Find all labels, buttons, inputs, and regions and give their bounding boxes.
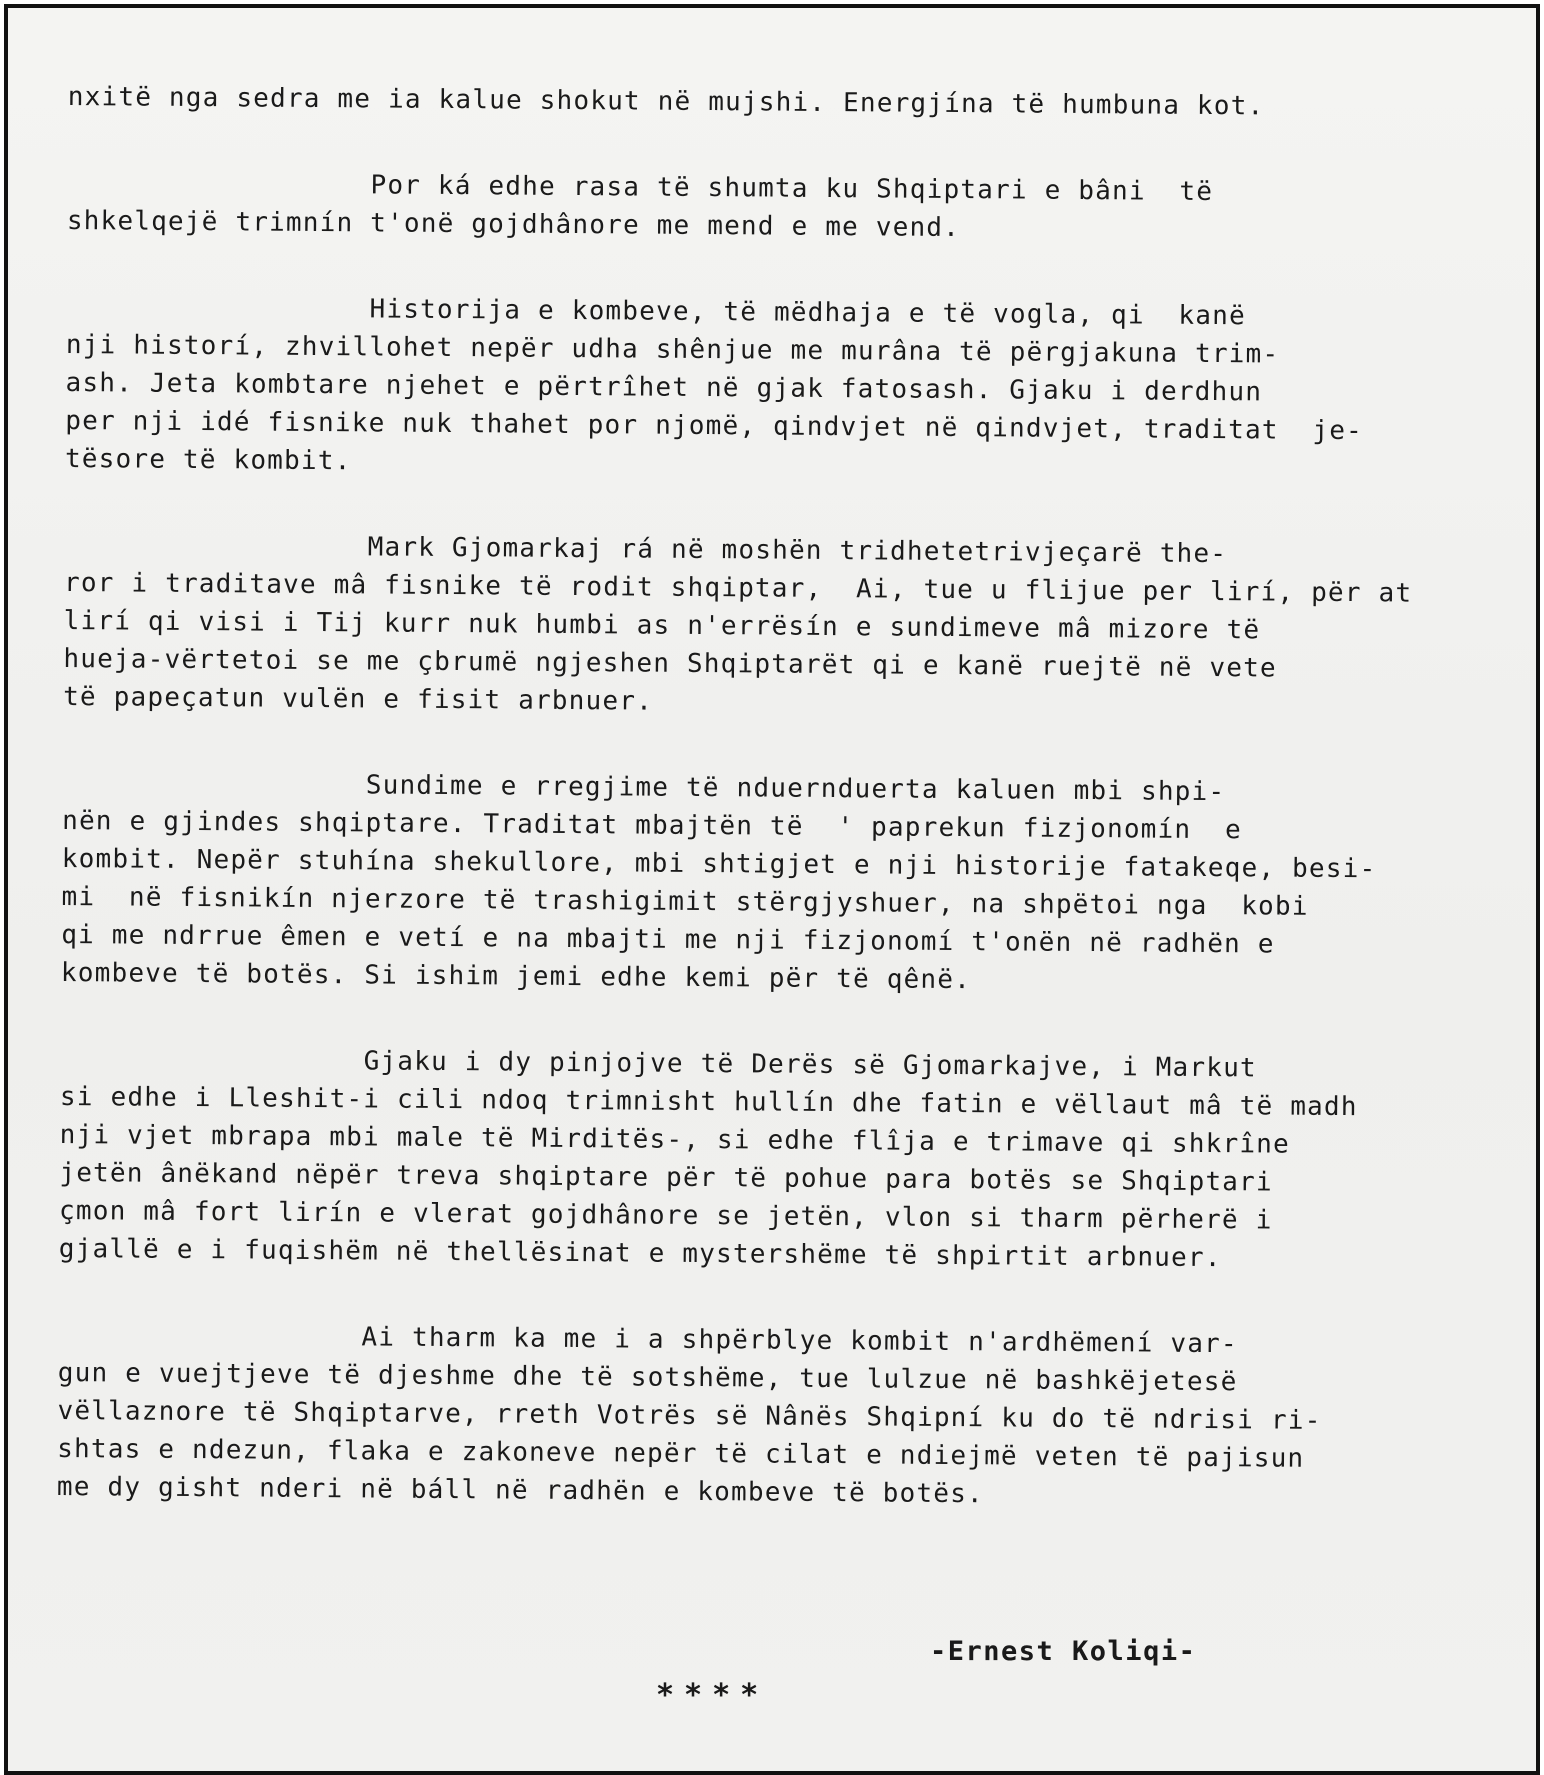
page-frame xyxy=(4,4,1540,1775)
text-line: Mark Gjomarkaj rá në moshën tridhetetrivjeçarë the- xyxy=(64,529,1228,570)
paragraph xyxy=(61,764,1453,1003)
text-line: shtas e ndezun, flaka e zakoneve nepër të cilat e ndiejmë veten të pajisun xyxy=(57,1433,1305,1474)
text-line: lirí qi visi i Tij kurr nuk humbi as n'errësín e sundimeve mâ mizore të xyxy=(63,605,1261,646)
text-line: per nji idé fisnike nuk thahet por njomë, qindvjet në qindvjet, traditat je- xyxy=(65,405,1364,447)
text-line: Gjaku i dy pinjojve të Derës së Gjomarkajve, i Markut xyxy=(60,1043,1257,1084)
text-line: Sundime e rregjime të nduernduerta kaluen mbi shpi- xyxy=(62,767,1226,808)
text-line: vëllaznore të Shqiptarve, rreth Votrës së Nânës Shqipní ku do të ndrisi ri- xyxy=(57,1395,1322,1436)
text-line: gjallë e i fuqishëm në thellësinat e mystershëme të shpirtit arbnuer. xyxy=(58,1233,1222,1274)
text-line: shkelqejë trimnín t'onë gojdhânore me mend e me vend. xyxy=(66,205,961,244)
text-line: kombit. Nepër stuhína shekullore, mbi shtigjet e nji historije fatakeqe, besi- xyxy=(61,843,1377,885)
document-body xyxy=(56,78,1458,1565)
text-line: nji vjet mbrapa mbi male të Mirditës-, si edhe flîja e trimave qi shkrîne xyxy=(59,1119,1291,1160)
text-line: çmon mâ fort lirín e vlerat gojdhânore se jetën, vlon si tharm përherë i xyxy=(58,1195,1273,1236)
paragraph xyxy=(63,526,1454,727)
paragraph xyxy=(59,1040,1451,1279)
text-line: hueja-vërtetoi se me çbrumë ngjeshen Shqiptarët qi e kanë ruejtë në vete xyxy=(63,643,1277,684)
text-line: ror i traditave mâ fisnike të rodit shqiptar, Ai, tue u flijue per lirí, për at xyxy=(63,567,1413,609)
text-line: jetën ânëkand nëpër treva shqiptare për të pohue para botës se Shqiptari xyxy=(59,1157,1273,1198)
document-page xyxy=(8,8,1536,1771)
closing-asterisks: **** xyxy=(656,1678,769,1713)
text-line: kombeve të botës. Si ishim jemi edhe kemi për të qênë. xyxy=(60,957,972,996)
paragraph xyxy=(57,1316,1448,1517)
text-line: si edhe i Lleshit-i cili ndoq trimnisht hullín dhe fatin e vëllaut mâ të madh xyxy=(59,1081,1358,1123)
text-line: nën e gjindes shqiptare. Traditat mbajtën të ' paprekun fizjonomín e xyxy=(62,805,1242,846)
author-signature: -Ernest Koliqi- xyxy=(930,1636,1197,1667)
paragraph xyxy=(67,164,1458,251)
text-line: mi në fisnikín njerzore të trashigimit stërgjyshuer, na shpëtoi nga kobi xyxy=(61,881,1309,922)
paragraph xyxy=(68,78,1458,127)
text-line: gun e vuejtjeve të djeshme dhe të sotshëme, tue lulzue në bashkëjetesë xyxy=(57,1357,1238,1398)
text-line: tësore të kombit. xyxy=(64,443,352,477)
text-line: qi me ndrrue êmen e vetí e na mbajti me nji fizjonomí t'onën në radhën e xyxy=(61,919,1275,960)
text-line: ash. Jeta kombtare njehet e përtrîhet në gjak fatosash. Gjaku i derdhun xyxy=(65,367,1263,408)
text-line: Ai tharm ka me i a shpërblye kombit n'ardhëmení var- xyxy=(58,1319,1238,1360)
text-line: Historija e kombeve, të mëdhaja e të vogla, qi kanë xyxy=(66,291,1247,332)
text-line: të papeçatun vulën e fisit arbnuer. xyxy=(63,681,654,717)
text-line: nji historí, zhvillohet nepër udha shênjue me murâna të përgjakuna trim- xyxy=(65,329,1280,370)
text-line: me dy gisht nderi në báll në radhën e kombeve të botës. xyxy=(56,1471,984,1510)
paragraph xyxy=(65,288,1456,489)
text-line: Por ká edhe rasa të shumta ku Shqiptari e bâni të xyxy=(67,167,1214,207)
text-line: nxitë nga sedra me ia kalue shokut në mujshi. Energjína të humbuna kot. xyxy=(67,81,1265,122)
